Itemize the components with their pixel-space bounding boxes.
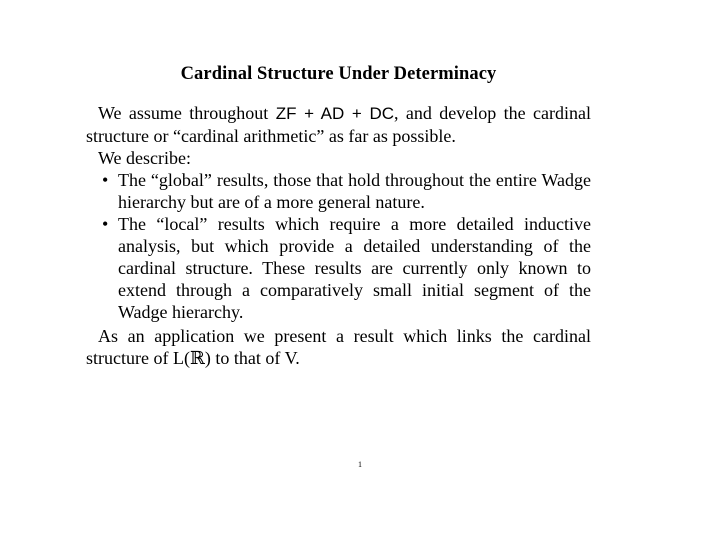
application-paragraph: As an application we present a result which links the cardinal structure of L(ℝ) to that of V. xyxy=(86,326,591,368)
bullet-icon: • xyxy=(102,170,109,190)
intro-after: , and develop the cardinal structure or “cardinal arithmetic” as far as possible. xyxy=(86,103,591,146)
results-list xyxy=(86,169,591,323)
intro-before: We assume throughout xyxy=(98,103,276,123)
page-number: 1 xyxy=(358,460,362,469)
list-item-text: The “local” results which require a more detailed inductive analysis, but which provide a detailed understanding of the cardinal structure. These results are currently only known to extend through a comparatively small initial segment of the Wadge hierarchy. xyxy=(118,214,591,322)
slide-content xyxy=(86,64,591,369)
list-item xyxy=(86,213,591,323)
list-item-text: The “global” results, those that hold throughout the entire Wadge hierarchy but are of a more general nature. xyxy=(118,170,591,212)
page-title: Cardinal Structure Under Determinacy xyxy=(180,64,497,84)
describe-line: We describe: xyxy=(98,148,192,168)
theory-formula: ZF + AD + DC xyxy=(275,104,395,123)
bullet-icon: • xyxy=(102,214,109,234)
intro-paragraph xyxy=(86,102,591,147)
list-item xyxy=(86,169,591,213)
